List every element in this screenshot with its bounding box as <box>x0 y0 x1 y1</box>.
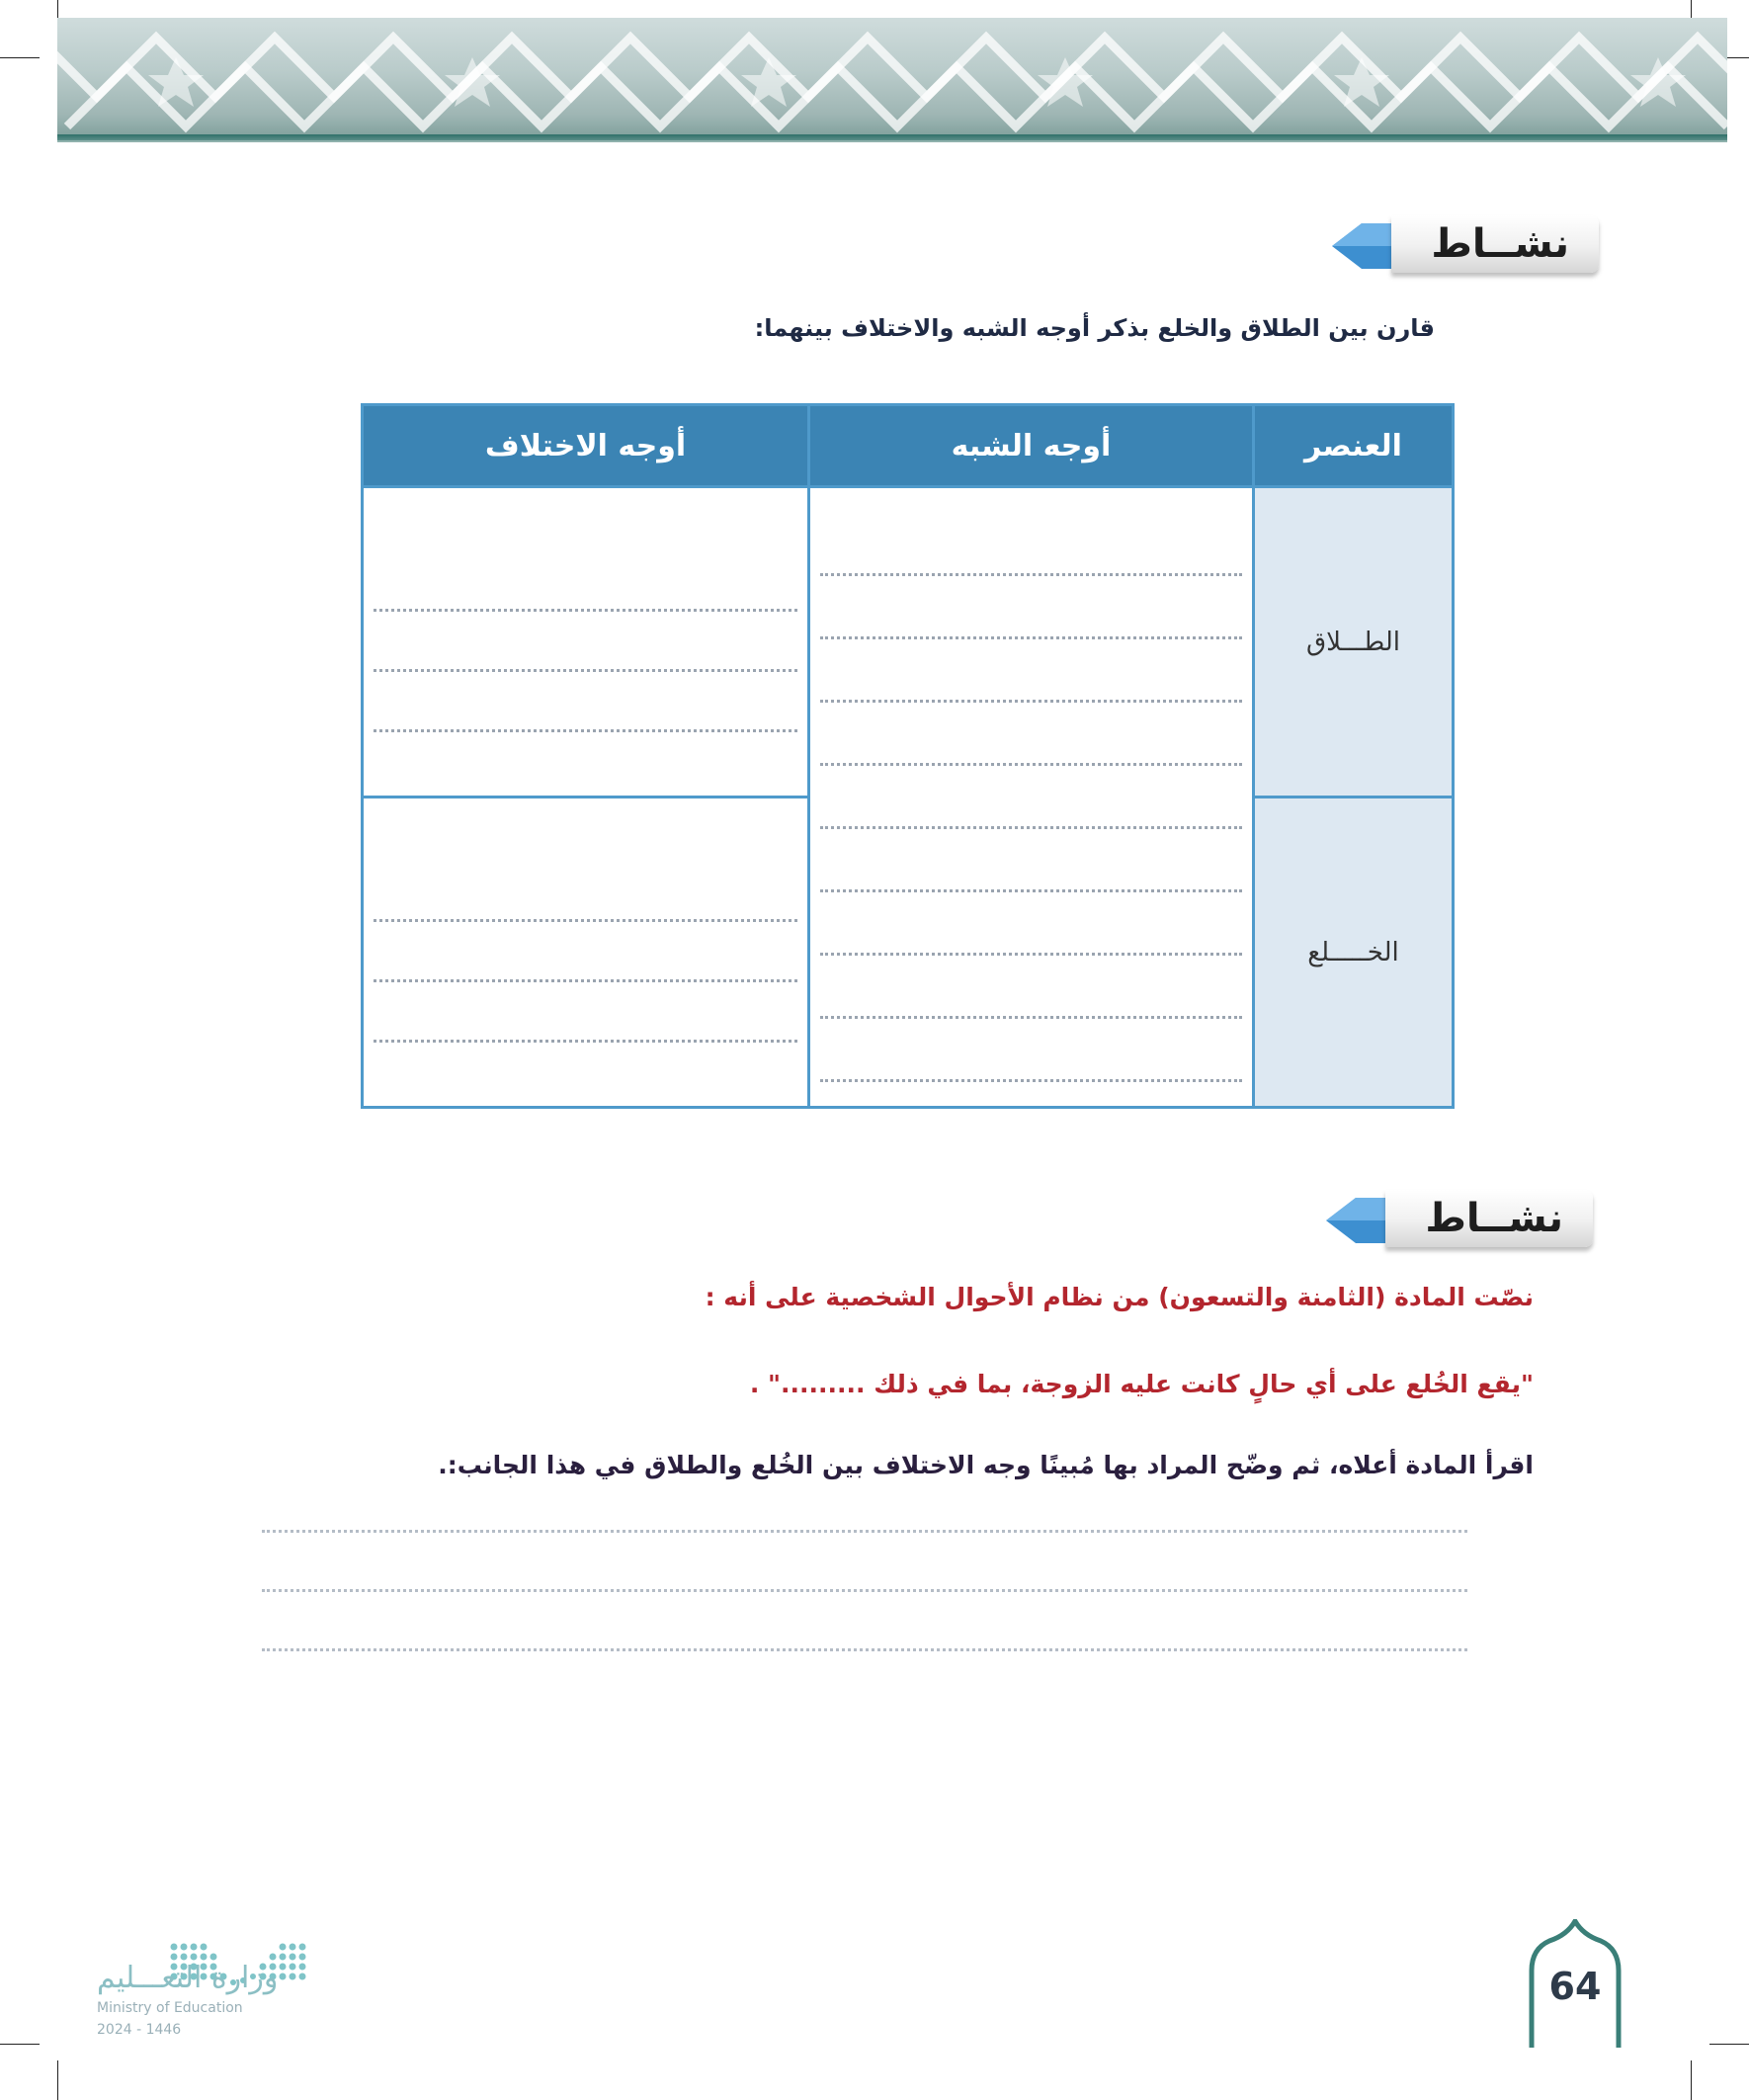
activity-text-line-2: "يقع الخُلع على أي حالٍ كانت عليه الزوجة، بما في ذلك ........." . <box>749 1370 1534 1398</box>
answer-line[interactable] <box>820 892 1242 956</box>
header-similarities: أوجه الشبه <box>809 405 1254 487</box>
answer-line[interactable] <box>374 982 797 1043</box>
header-differences: أوجه الاختلاف <box>363 405 809 487</box>
activity-instruction: قارن بين الطلاق والخلع بذكر أوجه الشبه والاختلاف بينهما: <box>754 314 1435 342</box>
comparison-table <box>361 403 1455 1109</box>
answer-line[interactable] <box>374 672 797 732</box>
table-row <box>363 487 1454 798</box>
answer-line[interactable] <box>820 513 1242 576</box>
answer-line[interactable] <box>820 576 1242 639</box>
table-header-row <box>363 405 1454 487</box>
answer-line[interactable] <box>262 1589 1467 1592</box>
answer-line[interactable] <box>820 829 1242 892</box>
answer-line[interactable] <box>820 1019 1242 1082</box>
differences-answer-area-divorce[interactable] <box>363 487 809 798</box>
answer-line[interactable] <box>820 766 1242 829</box>
crop-mark <box>0 2044 40 2045</box>
answer-line[interactable] <box>820 956 1242 1019</box>
edition-year: 2024 - 1446 <box>97 2022 182 2038</box>
crop-mark <box>1709 2044 1749 2045</box>
crop-mark <box>0 57 40 58</box>
activity-badge <box>1326 1190 1593 1255</box>
answer-line[interactable] <box>374 862 797 922</box>
answer-line[interactable] <box>820 703 1242 766</box>
activity-text-line-1: نصّت المادة (الثامنة والتسعون) من نظام الأحوال الشخصية على أنه : <box>705 1283 1534 1311</box>
answer-line[interactable] <box>374 922 797 982</box>
page-number: 64 <box>1548 1965 1602 2008</box>
decorative-header-pattern <box>57 18 1727 138</box>
badge-tag <box>1385 1190 1593 1247</box>
crop-mark <box>1691 2060 1692 2100</box>
row-label-khula: الخـــــلع <box>1254 798 1454 1108</box>
badge-label: نشــاط <box>1431 221 1569 267</box>
header-border-line <box>57 140 1727 142</box>
answer-line[interactable] <box>262 1648 1467 1651</box>
badge-label: نشــاط <box>1425 1196 1563 1241</box>
answer-line[interactable] <box>374 551 797 612</box>
answer-line[interactable] <box>262 1530 1467 1533</box>
ministry-name-arabic: وزارة التعـــليم <box>97 1961 279 1995</box>
ministry-name-english: Ministry of Education <box>97 2000 243 2016</box>
activity-question: اقرأ المادة أعلاه، ثم وضّح المراد بها مُبينًا وجه الاختلاف بين الخُلع والطلاق في هذا الجانب:. <box>438 1451 1534 1479</box>
answer-line[interactable] <box>820 639 1242 703</box>
header-element: العنصر <box>1254 405 1454 487</box>
differences-answer-area-khula[interactable] <box>363 798 809 1108</box>
crop-mark <box>57 2060 58 2100</box>
row-label-divorce: الطـــلاق <box>1254 487 1454 798</box>
similarities-answer-area[interactable] <box>809 487 1254 1108</box>
activity-badge <box>1332 215 1599 281</box>
badge-tag <box>1391 215 1599 273</box>
answer-line[interactable] <box>374 612 797 672</box>
